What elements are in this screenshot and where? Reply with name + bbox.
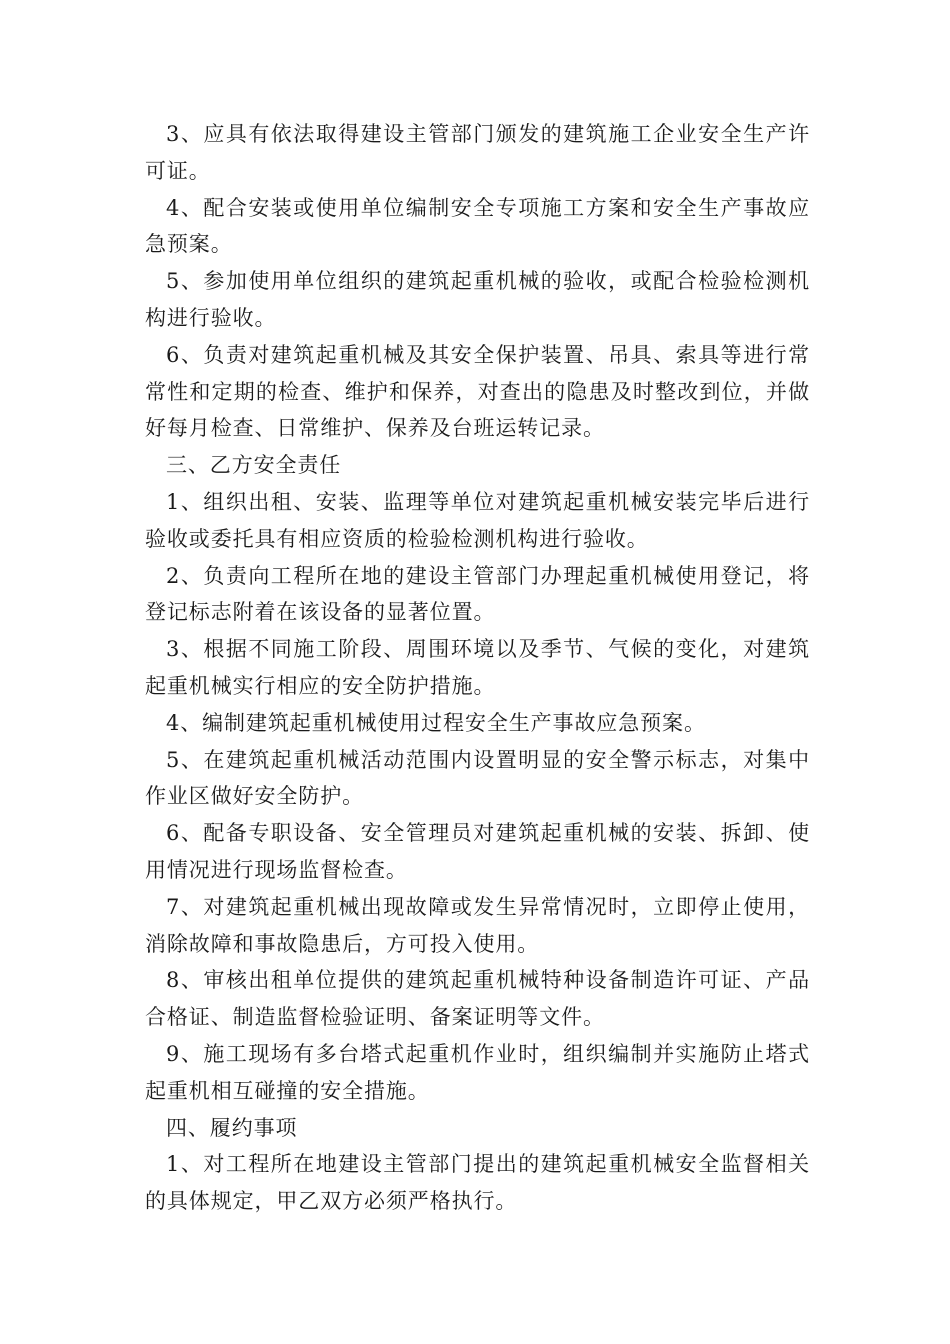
section-heading-performance: 四、履约事项 xyxy=(166,1115,298,1140)
clause-c1: 1、对工程所在地建设主管部门提出的建筑起重机械安全监督相关的具体规定，甲乙双方必须严格执行。 xyxy=(145,1152,810,1214)
clause-b6: 6、配备专职设备、安全管理员对建筑起重机械的安装、拆卸、使用情况进行现场监督检查。 xyxy=(145,821,810,882)
clause-b8: 8、审核出租单位提供的建筑起重机械特种设备制造许可证、产品合格证、制造监督检验证明、备案证明等文件。 xyxy=(145,968,810,1030)
document-body xyxy=(145,116,810,1220)
clause-a3: 3、应具有依法取得建设主管部门颁发的建筑施工企业安全生产许可证。 xyxy=(145,122,810,183)
clause-a6: 6、负责对建筑起重机械及其安全保护装置、吊具、索具等进行常常性和定期的检查、维护和保养，对查出的隐患及时整改到位，并做好每月检查、日常维护、保养及台班运转记录。 xyxy=(145,342,810,441)
section-heading-party-b: 三、乙方安全责任 xyxy=(166,453,342,478)
clause-b5: 5、在建筑起重机械活动范围内设置明显的安全警示标志，对集中作业区做好安全防护。 xyxy=(145,747,810,809)
clause-b4: 4、编制建筑起重机械使用过程安全生产事故应急预案。 xyxy=(166,710,706,735)
clause-a4: 4、配合安装或使用单位编制安全专项施工方案和安全生产事故应急预案。 xyxy=(145,195,810,257)
clause-b3: 3、根据不同施工阶段、周围环境以及季节、气候的变化，对建筑起重机械实行相应的安全防护措施。 xyxy=(145,637,810,698)
clause-b9: 9、施工现场有多台塔式起重机作业时，组织编制并实施防止塔式起重机相互碰撞的安全措施。 xyxy=(145,1041,810,1103)
clause-b2: 2、负责向工程所在地的建设主管部门办理起重机械使用登记，将登记标志附着在该设备的显著位置。 xyxy=(145,563,810,625)
clause-b7: 7、对建筑起重机械出现故障或发生异常情况时，立即停止使用，消除故障和事故隐患后，方可投入使用。 xyxy=(145,894,810,956)
clause-a5: 5、参加使用单位组织的建筑起重机械的验收，或配合检验检测机构进行验收。 xyxy=(145,269,810,330)
clause-b1: 1、组织出租、安装、监理等单位对建筑起重机械安装完毕后进行验收或委托具有相应资质的检验检测机构进行验收。 xyxy=(145,489,810,551)
